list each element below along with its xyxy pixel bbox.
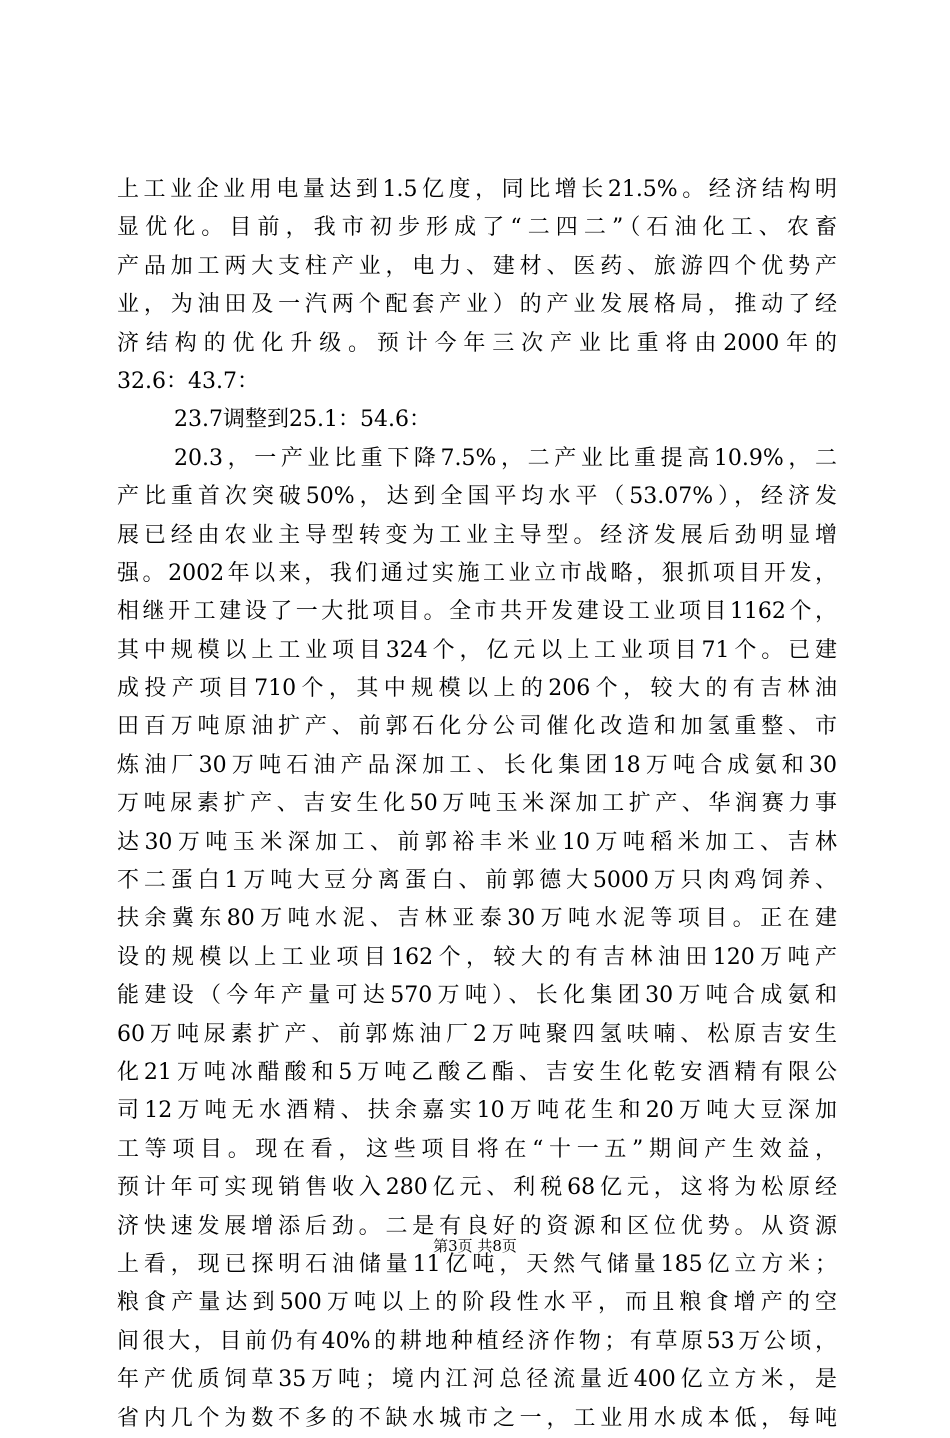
text-line: 不二蛋白1万吨大豆分离蛋白、前郭德大5000万只肉鸡饲养、 [117, 868, 837, 894]
text-line: 上工业企业用电量达到1.5亿度，同比增长21.5%。经济结构明 [117, 177, 837, 202]
text-line: 设的规模以上工业项目162个，较大的有吉林油田120万吨产 [117, 944, 837, 970]
text-line: 相继开工建设了一大批项目。全市共开发建设工业项目1162个， [117, 599, 837, 625]
text-line: 炼油厂30万吨石油产品深加工、长化集团18万吨合成氨和30 [117, 752, 837, 778]
text-line: 万吨尿素扩产、吉安生化50万吨玉米深加工扩产、华润赛力事 [117, 791, 837, 817]
text-line: 23.7调整到25.1：54.6： [174, 407, 431, 433]
text-line: 60万吨尿素扩产、前郭炼油厂2万吨聚四氢呋喃、松原吉安生 [117, 1021, 837, 1047]
text-line: 其中规模以上工业项目324个，亿元以上工业项目71个。已建 [117, 637, 837, 663]
text-line: 年产优质饲草35万吨；境内江河总径流量近400亿立方米，是 [117, 1367, 837, 1393]
text-line: 强。2002年以来，我们通过实施工业立市战略，狠抓项目开发， [117, 560, 837, 586]
text-line: 上看，现已探明石油储量11亿吨，天然气储量185亿立方米； [117, 1251, 837, 1277]
text-line: 司12万吨无水酒精、扶余嘉实10万吨花生和20万吨大豆深加 [117, 1098, 837, 1124]
text-line: 成投产项目710个，其中规模以上的206个，较大的有吉林油 [117, 676, 837, 702]
text-line: 田百万吨原油扩产、前郭石化分公司催化改造和加氢重整、市 [117, 714, 837, 740]
text-line: 济快速发展增添后劲。二是有良好的资源和区位优势。从资源 [117, 1213, 837, 1239]
text-line: 间很大，目前仍有40%的耕地种植经济作物；有草原53万公顷， [117, 1328, 837, 1354]
text-line: 济结构的优化升级。预计今年三次产业比重将由2000年的 [117, 330, 837, 356]
text-line: 能建设（今年产量可达570万吨）、长化集团30万吨合成氨和 [117, 983, 837, 1009]
text-line: 业，为油田及一汽两个配套产业）的产业发展格局，推动了经 [117, 292, 837, 318]
text-line: 省内几个为数不多的不缺水城市之一，工业用水成本低，每吨 [117, 1405, 837, 1431]
text-line: 显优化。目前，我市初步形成了“二四二”（石油化工、农畜 [117, 215, 837, 241]
text-line: 扶余冀东80万吨水泥、吉林亚泰30万吨水泥等项目。正在建 [117, 906, 837, 932]
text-line: 20.3，一产业比重下降7.5%，二产业比重提高10.9%，二 [174, 445, 837, 471]
text-line: 展已经由农业主导型转变为工业主导型。经济发展后劲明显增 [117, 522, 837, 548]
text-line: 产品加工两大支柱产业，电力、建材、医药、旅游四个优势产 [117, 253, 837, 279]
text-line: 达30万吨玉米深加工、前郭裕丰米业10万吨稻米加工、吉林 [117, 829, 837, 855]
text-line: 工等项目。现在看，这些项目将在“十一五”期间产生效益， [117, 1136, 837, 1162]
text-line: 化21万吨冰醋酸和5万吨乙酸乙酯、吉安生化乾安酒精有限公 [117, 1059, 837, 1085]
page-number-footer: 第3页 共8页 [433, 1237, 517, 1255]
text-line: 产比重首次突破50%，达到全国平均水平（53.07%），经济发 [117, 484, 837, 510]
text-line: 预计年可实现销售收入280亿元、利税68亿元，这将为松原经 [117, 1175, 837, 1201]
text-line: 粮食产量达到500万吨以上的阶段性水平，而且粮食增产的空 [117, 1290, 837, 1316]
text-line: 32.6：43.7： [117, 368, 259, 394]
